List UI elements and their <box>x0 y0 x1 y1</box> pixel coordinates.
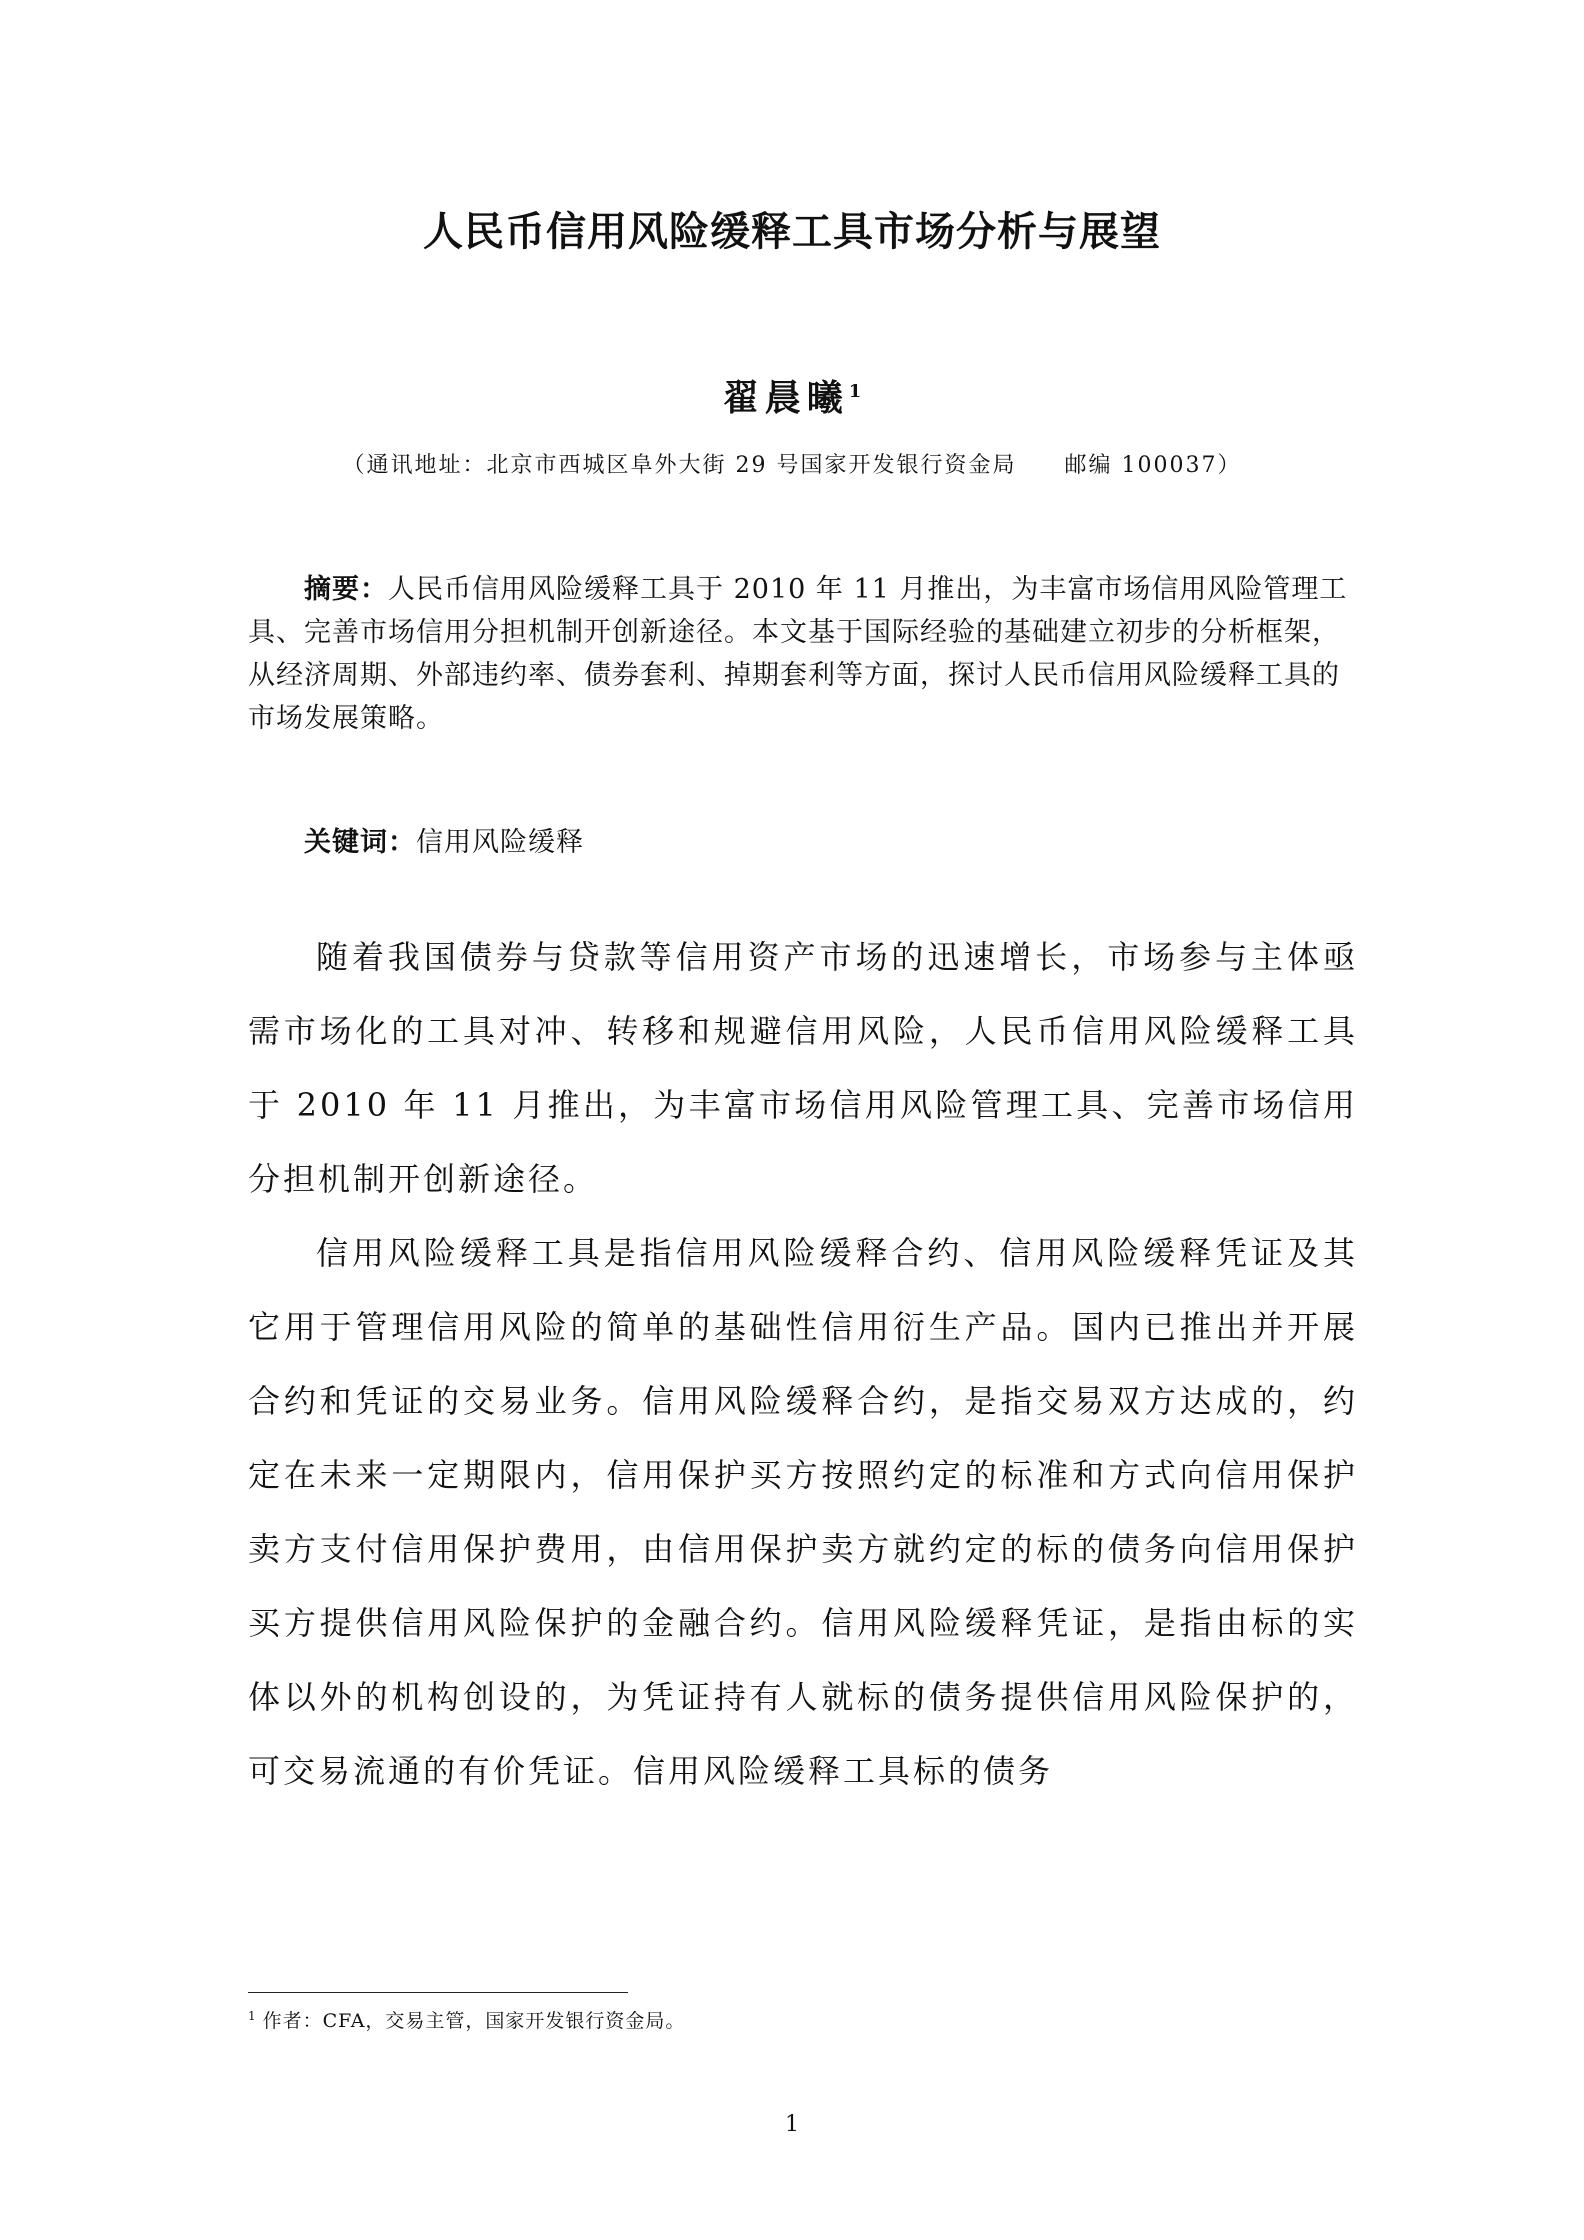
paper-title: 人民币信用风险缓释工具市场分析与展望 <box>423 209 1161 255</box>
footnote-divider <box>248 1992 628 1993</box>
author-name: 翟晨曦 <box>722 377 849 419</box>
footnote-marker: 1 <box>248 2008 257 2023</box>
page-number: 1 <box>785 2112 799 2137</box>
footnote-text: 作者：CFA，交易主管，国家开发银行资金局。 <box>262 2010 686 2032</box>
author-line <box>0 370 1584 421</box>
abstract <box>248 568 1358 740</box>
body-text <box>248 920 1358 1808</box>
body-paragraph-1: 随着我国债券与贷款等信用资产市场的迅速增长，市场参与主体亟需市场化的工具对冲、转移和规避信用风险，人民币信用风险缓释工具于 2010 年 11 月推出，为丰富市场信用风险管理工具、完善市场信用分担机制开创新途径。 <box>248 938 1358 1198</box>
author-footnote-marker: 1 <box>848 381 862 402</box>
keywords-text: 信用风险缓释 <box>416 827 584 858</box>
abstract-label: 摘要： <box>304 574 388 605</box>
body-paragraph-2: 信用风险缓释工具是指信用风险缓释合约、信用风险缓释凭证及其它用于管理信用风险的简单的基础性信用衍生产品。国内已推出并开展合约和凭证的交易业务。信用风险缓释合约，是指交易双方达成的，约定在未来一定期限内，信用保护买方按照约定的标准和方式向信用保护卖方支付信用保护费用，由信用保护卖方就约定的标的债务向信用保护买方提供信用风险保护的金融合约。信用风险缓释凭证，是指由标的实体以外的机构创设的，为凭证持有人就标的债务提供信用风险保护的，可交易流通的有价凭证。信用风险缓释工具标的债务 <box>248 1234 1358 1790</box>
abstract-text: 人民币信用风险缓释工具于 2010 年 11 月推出，为丰富市场信用风险管理工具、完善市场信用分担机制开创新途径。本文基于国际经验的基础建立初步的分析框架，从经济周期、外部违约率、债券套利、掉期套利等方面，探讨人民币信用风险缓释工具的市场发展策略。 <box>248 574 1348 734</box>
keywords <box>304 820 584 859</box>
footnote <box>248 2006 685 2033</box>
keywords-label: 关键词： <box>304 827 416 858</box>
author-address: （通讯地址：北京市西城区阜外大街 29 号国家开发银行资金局 邮编 100037） <box>342 453 1242 478</box>
